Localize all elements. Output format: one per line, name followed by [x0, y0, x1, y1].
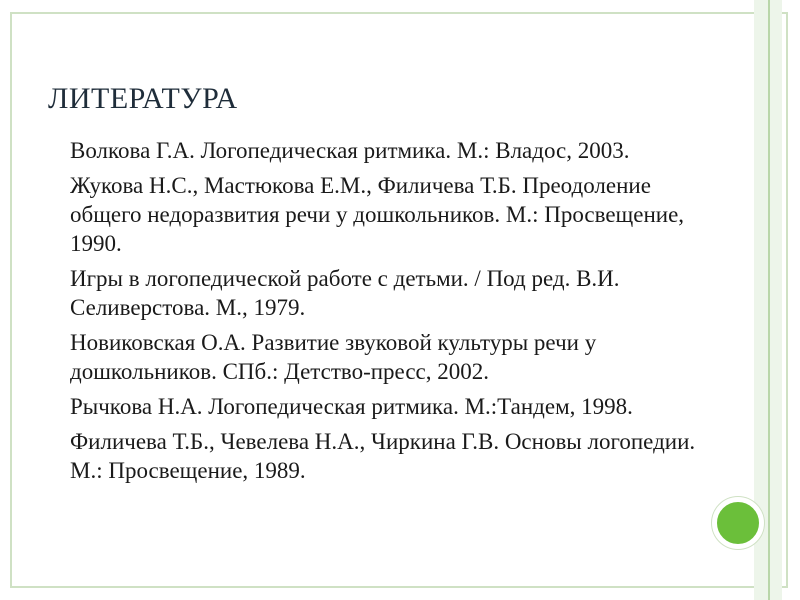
- reference-item: Филичева Т.Б., Чевелева Н.А., Чиркина Г.В. Основы логопедии. М.: Просвещение, 1989.: [70, 429, 696, 483]
- reference-item: Рычкова Н.А. Логопедическая ритмика. М.:Тандем, 1998.: [70, 394, 633, 419]
- reference-item: Игры в логопедической работе с детьми. / Под ред. В.И. Селиверстова. М., 1979.: [70, 266, 620, 320]
- reference-item: Волкова Г.А. Логопедическая ритмика. М.: Владос, 2003.: [70, 138, 630, 163]
- reference-item: Жукова Н.С., Мастюкова Е.М., Филичева Т.Б. Преодоление общего недоразвития речи у дошкольников. М.: Просвещение, 1990.: [70, 173, 685, 256]
- green-circle-icon: [712, 497, 764, 549]
- reference-item: Новиковская О.А. Развитие звуковой культуры речи у дошкольников. СПб.: Детство-пресс, 2002.: [70, 330, 597, 384]
- slide-title: ЛИТЕРАТУРА: [48, 82, 238, 115]
- reference-list: [70, 136, 700, 491]
- decorative-side-line: [768, 0, 770, 600]
